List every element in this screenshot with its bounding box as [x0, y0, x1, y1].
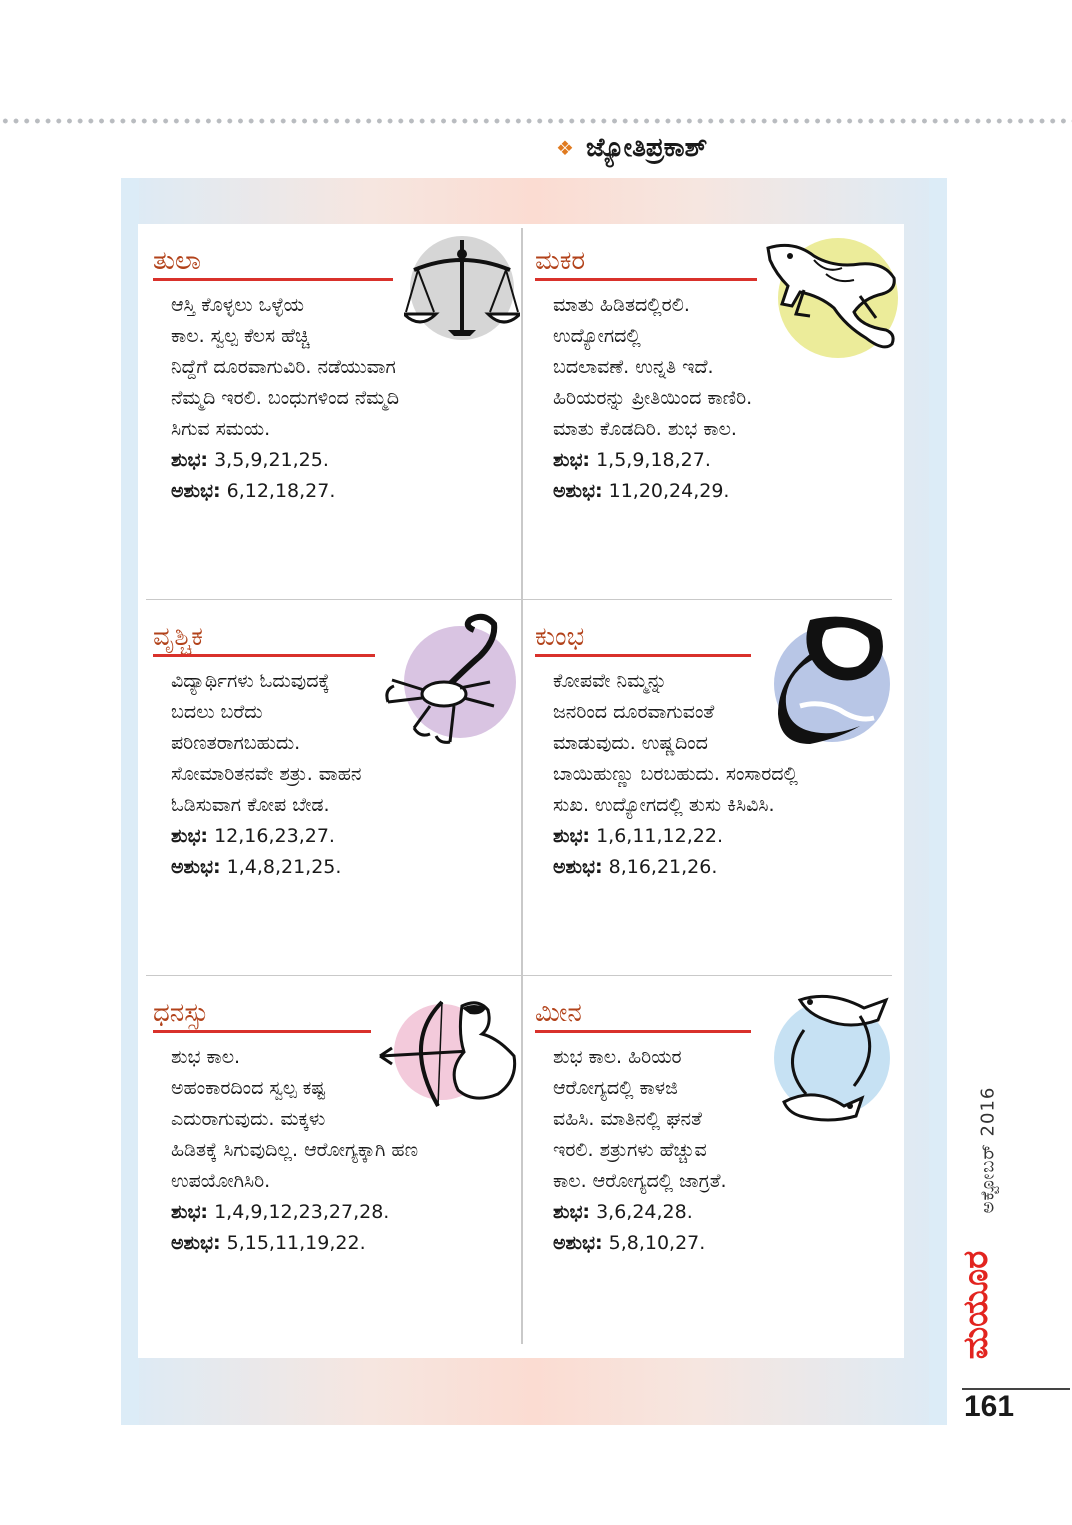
prediction-line: ಆರೋಗ್ಯದಲ್ಲಿ ಕಾಳಜಿ: [553, 1077, 678, 1099]
lucky-dates: ಶುಭ: 3,6,24,28.: [553, 1201, 693, 1223]
prediction-line: ವಹಿಸಿ. ಮಾತಿನಲ್ಲಿ ಘನತೆ: [553, 1108, 702, 1130]
prediction-line: ಶುಭ ಕಾಲ.: [171, 1046, 241, 1068]
sign-prediction: [171, 666, 361, 883]
prediction-line: ಓಡಿಸುವಾಗ ಕೋಪ ಬೇಡ.: [171, 794, 330, 816]
issue-date: ಅಕ್ಟೋಬರ್ 2016: [977, 1086, 999, 1214]
unlucky-dates: ಅಶುಭ: 6,12,18,27.: [171, 480, 336, 502]
prediction-line: ಕೋಪವೇ ನಿಮ್ಮನ್ನು: [553, 670, 667, 692]
diamond-bullet-icon: ❖: [556, 136, 574, 160]
prediction-line: ಸುಖ. ಉದ್ಯೋಗದಲ್ಲಿ ತುಸು ಕಿಸಿವಿಸಿ.: [553, 794, 775, 816]
sign-title: ವೃಶ್ಚಿಕ: [153, 622, 203, 652]
lucky-dates: ಶುಭ: 3,5,9,21,25.: [171, 449, 329, 471]
page-number: 161: [964, 1390, 1015, 1423]
title-underline: [153, 654, 375, 657]
author-header: [556, 130, 707, 166]
title-underline: [535, 1030, 751, 1033]
magazine-logo: ಮಯೂರ: [956, 1250, 996, 1360]
libra-scales-icon: [404, 232, 520, 340]
lucky-dates: ಶುಭ: 1,5,9,18,27.: [553, 449, 711, 471]
prediction-line: ಮಾತು ಹಿಡಿತದಲ್ಲಿರಲಿ.: [553, 294, 690, 316]
sign-prediction: [171, 290, 399, 507]
lucky-dates: ಶುಭ: 1,4,9,12,23,27,28.: [171, 1201, 390, 1223]
prediction-line: ಶುಭ ಕಾಲ. ಹಿರಿಯರ: [553, 1046, 682, 1068]
pisces-fish-icon: [770, 990, 894, 1124]
prediction-line: ಎದುರಾಗುವುದು. ಮಕ್ಕಳು: [171, 1108, 326, 1130]
sign-title: ಧನಸ್ಸು: [153, 998, 209, 1028]
prediction-line: ವಿದ್ಯಾರ್ಥಿಗಳು ಓದುವುದಕ್ಕೆ: [171, 670, 330, 692]
column-divider: [521, 228, 523, 1344]
sign-prediction: [553, 1042, 727, 1259]
prediction-line: ನೆಮ್ಮದಿ ಇರಲಿ. ಬಂಧುಗಳಿಂದ ನೆಮ್ಮದಿ: [171, 387, 400, 409]
unlucky-dates: ಅಶುಭ: 5,15,11,19,22.: [171, 1232, 366, 1254]
prediction-line: ಹಿಡಿತಕ್ಕೆ ಸಿಗುವುದಿಲ್ಲ. ಆರೋಗ್ಯಕ್ಕಾಗಿ ಹಣ: [171, 1139, 419, 1161]
sign-title: ಮೀನ: [535, 998, 582, 1028]
unlucky-dates: ಅಶುಭ: 11,20,24,29.: [553, 480, 730, 502]
prediction-line: ಹಿರಿಯರನ್ನು ಪ್ರೀತಿಯಿಂದ ಕಾಣಿರಿ.: [553, 387, 753, 409]
prediction-line: ಸೋಮಾರಿತನವೇ ಶತ್ರು. ವಾಹನ: [171, 763, 362, 785]
prediction-line: ಮಾತು ಕೊಡದಿರಿ. ಶುಭ ಕಾಲ.: [553, 418, 737, 440]
prediction-line: ಕಾಲ. ಸ್ವಲ್ಪ ಕೆಲಸ ಹೆಚ್ಚಿ: [171, 325, 310, 347]
title-underline: [535, 654, 751, 657]
prediction-line: ಮಾಡುವುದು. ಉಷ್ಣದಿಂದ: [553, 732, 708, 754]
aquarius-water-pot-icon: [770, 610, 894, 750]
prediction-line: ಸಿಗುವ ಸಮಯ.: [171, 418, 271, 440]
lucky-dates: ಶುಭ: 1,6,11,12,22.: [553, 825, 723, 847]
prediction-line: ಕಾಲ. ಆರೋಗ್ಯದಲ್ಲಿ ಜಾಗ್ರತೆ.: [553, 1170, 727, 1192]
dotted-separator: [0, 118, 1072, 124]
sign-title: ತುಲಾ: [153, 246, 202, 276]
capricorn-crocodile-icon: [764, 234, 900, 358]
title-underline: [535, 278, 757, 281]
prediction-line: ನಿದ್ದೆಗೆ ದೂರವಾಗುವಿರಿ. ನಡೆಯುವಾಗ: [171, 356, 396, 378]
title-underline: [153, 278, 393, 281]
unlucky-dates: ಅಶುಭ: 8,16,21,26.: [553, 856, 718, 878]
prediction-line: ಇರಲಿ. ಶತ್ರುಗಳು ಹೆಚ್ಚುವ: [553, 1139, 707, 1161]
sign-prediction: [553, 666, 798, 883]
lucky-dates: ಶುಭ: 12,16,23,27.: [171, 825, 335, 847]
prediction-line: ಉಪಯೋಗಿಸಿರಿ.: [171, 1170, 271, 1192]
row-divider: [146, 975, 892, 976]
prediction-line: ಆಸ್ತಿ ಕೊಳ್ಳಲು ಒಳ್ಳೆಯ: [171, 294, 305, 316]
prediction-line: ಬದಲಾವಣೆ. ಉನ್ನತಿ ಇದೆ.: [553, 356, 714, 378]
title-underline: [153, 1030, 371, 1033]
sign-prediction: [553, 290, 752, 507]
prediction-line: ಅಹಂಕಾರದಿಂದ ಸ್ವಲ್ಪ ಕಷ್ಟ: [171, 1077, 326, 1099]
sign-title: ಕುಂಭ: [535, 622, 585, 652]
scorpion-icon: [384, 610, 520, 748]
unlucky-dates: ಅಶುಭ: 1,4,8,21,25.: [171, 856, 342, 878]
sign-title: ಮಕರ: [535, 246, 586, 276]
prediction-line: ಉದ್ಯೋಗದಲ್ಲಿ: [553, 325, 641, 347]
sagittarius-archer-icon: [378, 994, 524, 1114]
prediction-line: ಪರಿಣತರಾಗಬಹುದು.: [171, 732, 301, 754]
prediction-line: ಬಾಯಿಹುಣ್ಣು ಬರಬಹುದು. ಸಂಸಾರದಲ್ಲಿ: [553, 763, 798, 785]
unlucky-dates: ಅಶುಭ: 5,8,10,27.: [553, 1232, 706, 1254]
row-divider: [146, 599, 892, 600]
prediction-line: ಬದಲು ಬರೆದು: [171, 701, 263, 723]
author-name: ಜ್ಯೋತಿಪ್ರಕಾಶ್: [585, 132, 708, 163]
prediction-line: ಜನರಿಂದ ದೂರವಾಗುವಂತೆ: [553, 701, 715, 723]
